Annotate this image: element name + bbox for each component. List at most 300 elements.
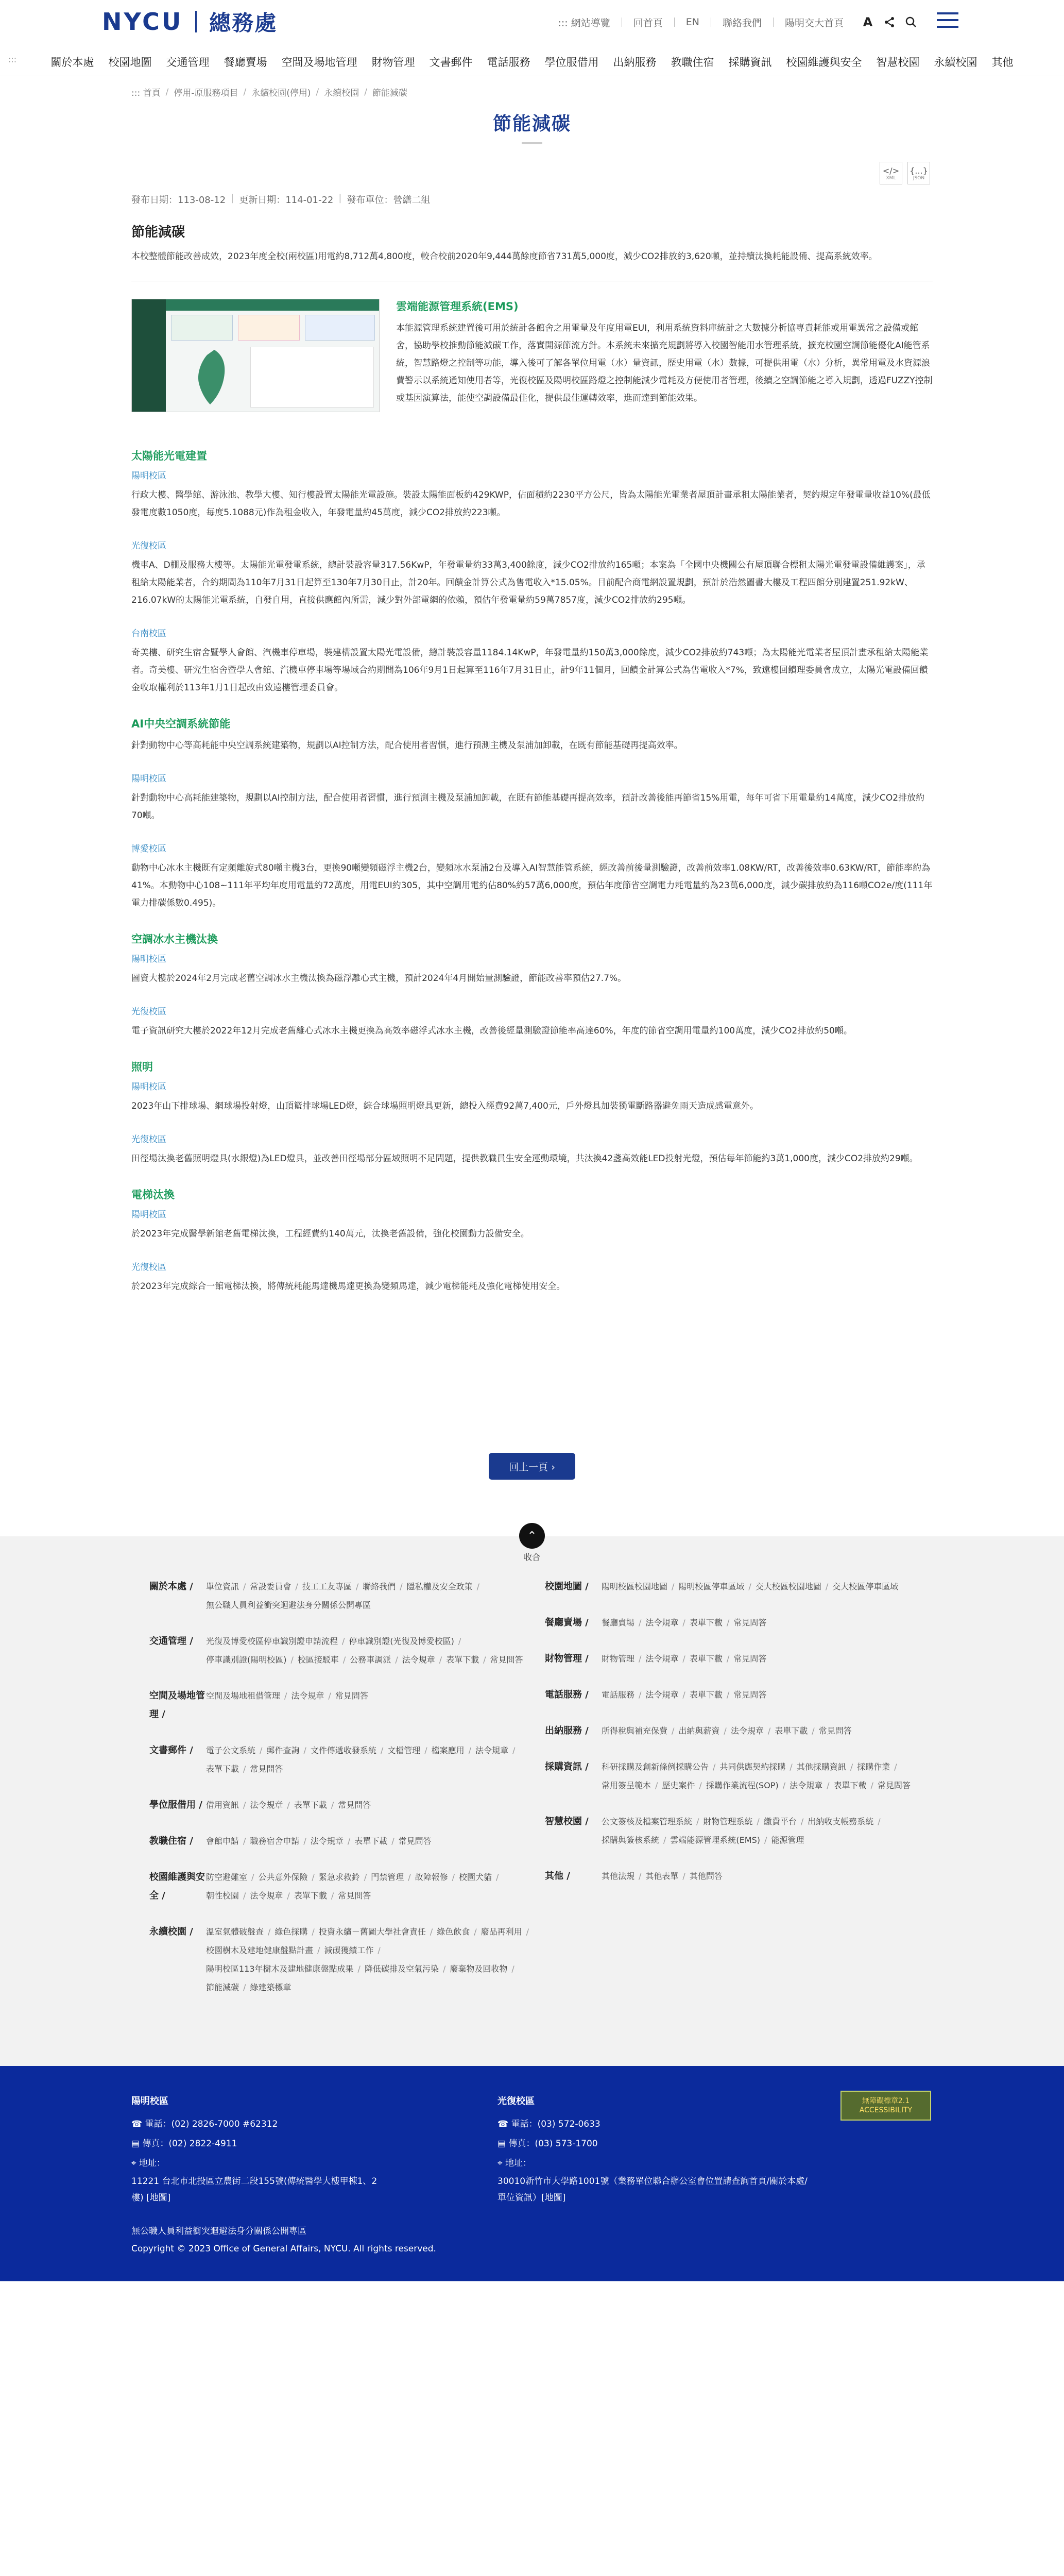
copyright-block: [131, 2223, 436, 2258]
footer-link[interactable]: 常見問答: [877, 1781, 911, 1790]
campus-text: 行政大樓、醫學館、游泳池、教學大樓、知行樓設置太陽能光電設施。裝設太陽能面板約429KWP，佔面積約2230平方公尺，皆為太陽能光電業者屋頂計畫承租太陽能業者，契約規定年發電量收益10%(最低發電度數1050度，每度5.1088元)作為租金收入，年發電量約45萬度，減少CO2排放約223噸。: [131, 490, 931, 518]
footer-link[interactable]: 光復及博愛校區停車識別證申請流程: [206, 1636, 338, 1646]
footer-link[interactable]: 陽明校區校園地圖: [602, 1582, 668, 1591]
main-nav: [0, 47, 1064, 76]
divider: [674, 18, 675, 27]
divider: |: [338, 193, 342, 204]
divider: /: [713, 1762, 716, 1772]
ems-text: 本能源管理系統建置後可用於統計各館舍之用電量及年度用電EUI，利用系統資料庫統計之大數據分析協專責耗能或用電異常之設備或館舍，協助學校推動節能減碳工作，落實開源節流方針。本系統未來擴充規劃將導入校園智能用水管理系統，擴充校園空調節能優化AI能管系統，智慧路燈之控制等功能，導入後可了解各單位用電（水）量資訊，歷史用電（水）數據，可提供用電（水）分析，異常用電及水資源浪費警示以系統通知使用者等，光復校區及陽明校區路燈之控制能減少電耗及方便使用者管理，後續之空調節能之導入規劃，透過FUZZY控制或基因演算法，能使空調設備最佳化，提供最佳運轉效率，進而達到節能效果。: [396, 323, 933, 403]
divider: /: [476, 1582, 480, 1591]
footer-link[interactable]: 綠色採購: [274, 1927, 308, 1937]
divider: /: [251, 1872, 254, 1882]
divider: /: [243, 87, 247, 97]
divider: /: [439, 1655, 442, 1665]
divider: /: [726, 1618, 730, 1628]
footer-link[interactable]: 節能減碳: [206, 1982, 239, 1992]
divider: /: [496, 1872, 499, 1882]
footer-link[interactable]: 其他表單: [645, 1871, 679, 1881]
campus-text: 田徑場汰換老舊照明燈具(水銀燈)為LED燈具，並改善田徑場部分區域照明不足問題，提供教職員生安全運動環境，共汰換42盞高效能LED投射光燈，預估每年節能約3萬1,000度，減少CO2排放約29噸。: [131, 1154, 918, 1164]
footer-link[interactable]: 採購與簽核系統: [602, 1835, 660, 1845]
footer-group: [545, 1812, 936, 1850]
back-button[interactable]: 回上一頁 ›: [489, 1453, 575, 1480]
accessibility-badge[interactable]: 無障礙標章2.1 ACCESSIBILITY: [840, 2091, 931, 2121]
footer-link[interactable]: 表單下載: [775, 1726, 808, 1736]
address-text[interactable]: 30010新竹市大學路1001號（業務單位聯合辦公室會位置請查詢首頁/關於本處/單位資訊）[地圖]: [497, 2176, 808, 2203]
footer-group-title: 餐廳賣場 /: [545, 1617, 589, 1628]
divider: /: [312, 1872, 315, 1882]
phone-line: ☎ 電話：(02) 2826-7000 #62312: [131, 2119, 278, 2129]
section-lead: 針對動物中心等高耗能中央空調系統建築物，規劃以AI控制方法，配合使用者習慣，進行預測主機及泵浦加卸載，在既有節能基礎再提高效率。: [131, 740, 683, 751]
footer-link[interactable]: 文檔管理: [387, 1745, 421, 1755]
intro-text: 本校整體節能改善成效，2023年度全校(兩校區)用電約8,712萬4,800度，較合校前2020年9,444萬餘度節省731萬5,000度，減少CO2排放約3,620噸，並持續汰換耗能設備、提高系統效率。: [131, 251, 878, 262]
footer-link[interactable]: 陽明校區113年樹木及建地健康盤點成果: [206, 1964, 354, 1974]
footer-link[interactable]: 技工工友專區: [302, 1582, 352, 1591]
nav-item[interactable]: 電話服務: [487, 56, 530, 69]
divider: /: [663, 1835, 666, 1845]
intro-title: 節能減碳: [131, 225, 185, 240]
breadcrumb-item[interactable]: 永續校園(停用): [251, 88, 311, 98]
divider: /: [767, 1726, 771, 1736]
footer-group-title: 關於本處 /: [149, 1581, 193, 1592]
divider: /: [526, 1927, 529, 1937]
campus-text: 於2023年完成綜合一館電梯汰換，將傳統耗能馬達機馬達更換為變頻馬達，減少電梯能耗及強化電梯使用安全。: [131, 1281, 565, 1292]
footer-link[interactable]: 常見問答: [733, 1654, 767, 1664]
nav-item[interactable]: 交通管理: [166, 56, 210, 69]
campus-label: 光復校區: [131, 541, 166, 551]
footer-link[interactable]: 借用資訊: [206, 1800, 239, 1810]
divider: /: [430, 1927, 433, 1937]
footer-link[interactable]: 郵件查詢: [266, 1745, 300, 1755]
divider: /: [724, 1726, 727, 1736]
campus-label: 陽明校區: [131, 774, 166, 784]
footer-link[interactable]: 能源管理: [771, 1835, 804, 1845]
footer-link[interactable]: 法令規章: [310, 1836, 344, 1846]
footer-link[interactable]: 出納收支帳務系統: [808, 1817, 874, 1826]
nav-item[interactable]: 學位服借用: [544, 56, 599, 69]
campus-entry: [131, 539, 933, 609]
campus-label: 陽明校區: [131, 954, 166, 964]
footer-link[interactable]: 表單下載: [354, 1836, 388, 1846]
footer-group-title: 校園維護與安全 /: [149, 1872, 205, 1901]
footer-group-links: [206, 1868, 541, 1905]
footer-link[interactable]: 停車識別證(光復及博愛校區): [349, 1636, 454, 1646]
divider: /: [303, 1745, 306, 1755]
divider: /: [483, 1655, 486, 1665]
footer-link[interactable]: 法令規章: [645, 1654, 679, 1664]
divider: /: [790, 1762, 793, 1772]
format-tools: [874, 162, 930, 184]
divider: /: [295, 1582, 298, 1591]
footer-link[interactable]: 無公職人員利益衝突迴避法身分關係公開專區: [206, 1600, 371, 1610]
footer-link[interactable]: 廢品再利用: [480, 1927, 522, 1937]
xml-button[interactable]: [880, 162, 902, 184]
divider: /: [726, 1690, 730, 1700]
footer-link[interactable]: 法令規章: [730, 1726, 764, 1736]
publish-date: 發布日期：113-08-12: [131, 195, 226, 206]
divider: /: [347, 1836, 351, 1846]
footer-group-title: 學位服借用 /: [149, 1800, 202, 1810]
footer-link[interactable]: 公文簽核及檔案管理系統: [602, 1817, 693, 1826]
footer-group-links: [206, 1687, 541, 1724]
divider: /: [303, 1836, 306, 1846]
fax-line: ▤ 傳真：(02) 2822-4911: [131, 2139, 237, 2149]
footer-link[interactable]: 電子公文系統: [206, 1745, 256, 1755]
footer-link[interactable]: 隱私權及安全政策: [406, 1582, 473, 1591]
collapse-icon[interactable]: ⌃: [519, 1523, 545, 1549]
section-title: 照明: [131, 1061, 153, 1073]
campus-entry: [131, 842, 933, 912]
footer-link[interactable]: 法令規章: [402, 1655, 435, 1665]
divider: /: [468, 1745, 472, 1755]
divider: /: [682, 1871, 685, 1881]
footer-link[interactable]: 交大校區校園地圖: [755, 1582, 821, 1591]
footer-link[interactable]: 繳費平台: [763, 1817, 797, 1826]
divider: /: [672, 1582, 675, 1591]
footer-link[interactable]: 雲端能源管理系統(EMS): [670, 1835, 760, 1845]
footer-link[interactable]: 其他法規: [602, 1871, 635, 1881]
divider: /: [243, 1836, 246, 1846]
campus-entry: [131, 1132, 933, 1167]
campus-text: 奇美樓、研究生宿舍暨學人會館、汽機車停車場，裝建構設置太陽光電設備，總計裝設容量1184.14KwP，年發電量約150萬3,000餘度，減少CO2排放約743噸；為太陽能光電業者屋頂計畫承租給太陽能業者。奇美樓、研究生宿舍暨學人會館、汽機車停車場等場域合約期間為106年9月1日起算至116年7月31日止，計9年11個月，回饋金計算公式為售電收入*7%，致遠樓回饋理委員會成立，太陽光電設備回饋金收取權利於113年1月1日起改由致遠樓管理委員會。: [131, 648, 929, 693]
accesskey-marker[interactable]: :::: [8, 55, 17, 64]
footer-link[interactable]: 表單下載: [689, 1654, 723, 1664]
nav-item[interactable]: 校園地圖: [108, 56, 152, 69]
campus-label: 博愛校區: [131, 844, 166, 854]
json-label: JSON: [913, 175, 925, 181]
footer-link[interactable]: 單位資訊: [206, 1582, 239, 1591]
update-date: 更新日期：114-01-22: [239, 195, 334, 206]
util-en-link[interactable]: EN: [685, 16, 699, 28]
campus-label: 陽明校區: [131, 1082, 166, 1092]
footer-link[interactable]: 常見問答: [733, 1618, 767, 1628]
divider: /: [825, 1582, 829, 1591]
nav-item[interactable]: 文書郵件: [429, 56, 473, 69]
divider: /: [331, 1800, 334, 1810]
footer-group: [545, 1758, 936, 1795]
footer-group-title: 空間及場地管理 /: [149, 1690, 205, 1720]
divider: /: [260, 1745, 263, 1755]
footer-link[interactable]: 交大校區停車區域: [832, 1582, 899, 1591]
footer-link[interactable]: 出納與薪資: [678, 1726, 720, 1736]
footer-group-title: 其他 /: [545, 1871, 570, 1882]
footer-link[interactable]: 綠建築標章: [250, 1982, 291, 1992]
footer-link[interactable]: 公務車調派: [350, 1655, 391, 1665]
breadcrumb-item[interactable]: 永續校園: [324, 88, 359, 98]
footer-link[interactable]: 投資永續－舊圖大學社會責任: [318, 1927, 426, 1937]
footer-link[interactable]: 陽明校區停車區域: [678, 1582, 745, 1591]
footer-link[interactable]: 常用簽呈範本: [602, 1781, 651, 1790]
divider: /: [827, 1781, 830, 1790]
footer-group: [149, 1687, 541, 1724]
divider: /: [764, 1835, 767, 1845]
footer-link[interactable]: 朝性校園: [206, 1891, 239, 1901]
footer-link[interactable]: 故障報修: [415, 1872, 448, 1882]
footer-link[interactable]: 文件傳遞收發系統: [310, 1745, 376, 1755]
footer-link[interactable]: 緊急求救鈴: [318, 1872, 360, 1882]
footer-link[interactable]: 法令規章: [250, 1800, 283, 1810]
footer-link[interactable]: 常見問答: [733, 1690, 767, 1700]
divider: /: [380, 1745, 384, 1755]
divider: /: [442, 1964, 446, 1974]
divider: /: [812, 1726, 815, 1736]
menu-icon[interactable]: [937, 12, 958, 30]
footer-col-left: [149, 1578, 541, 2014]
divider: /: [391, 1836, 394, 1846]
footer-link[interactable]: 法令規章: [645, 1618, 679, 1628]
footer-link[interactable]: 校區接駁車: [297, 1655, 339, 1665]
footer-link[interactable]: 歷史案件: [662, 1781, 695, 1790]
divider: /: [331, 1891, 334, 1901]
address-text[interactable]: 11221 台北市北投區立農街二段155號(傳統醫學大樓甲棟1、2樓) [地圖]: [131, 2176, 377, 2203]
util-nycu-link[interactable]: 陽明交大首頁: [784, 17, 844, 29]
footer-link[interactable]: 表單下載: [294, 1800, 327, 1810]
divider: /: [355, 1582, 359, 1591]
footer-group: [545, 1722, 936, 1740]
nav-item[interactable]: 出納服務: [613, 56, 657, 69]
divider: /: [682, 1654, 685, 1664]
search-icon[interactable]: [902, 13, 920, 31]
divider: /: [284, 1691, 287, 1701]
section-title: 太陽能光電建置: [131, 450, 207, 462]
campus-yangming-info: [131, 2092, 389, 2206]
divider: /: [655, 1781, 658, 1790]
publisher: 發布單位：營繕二組: [347, 195, 431, 206]
footer-link[interactable]: 廢棄物及回收物: [450, 1964, 508, 1974]
footer-link[interactable]: 表單下載: [446, 1655, 479, 1665]
footer-link[interactable]: 職務宿舍申請: [250, 1836, 300, 1846]
footer-link[interactable]: 表單下載: [294, 1891, 327, 1901]
divider: /: [672, 1726, 675, 1736]
footer-group-title: 文書郵件 /: [149, 1745, 193, 1756]
footer-link[interactable]: 降低碳排及空氣污染: [364, 1964, 439, 1974]
footer-group: [149, 1868, 541, 1905]
footer-group: [149, 1632, 541, 1669]
footer-link[interactable]: 其他採購資訊: [796, 1762, 846, 1772]
footer-link[interactable]: 常見問答: [490, 1655, 523, 1665]
footer-link[interactable]: 常見問答: [338, 1800, 371, 1810]
nav-item[interactable]: 其他: [991, 56, 1014, 69]
campus-label: 陽明校區: [131, 471, 166, 481]
divider: /: [342, 1655, 346, 1665]
nav-item[interactable]: 關於本處: [50, 56, 94, 69]
divider: /: [317, 1945, 320, 1955]
page-title: 節能減碳: [492, 113, 571, 134]
footer-group: [149, 1578, 541, 1615]
campus-text: 於2023年完成醫學新館老舊電梯汰換，工程經費約140萬元，汰換老舊設備，強化校園動力設備安全。: [131, 1229, 529, 1239]
campus-entry: [131, 1260, 933, 1295]
footer-link[interactable]: 減碳獲績工作: [324, 1945, 374, 1955]
footer-link[interactable]: 門禁管理: [371, 1872, 404, 1882]
nav-item[interactable]: 空間及場地管理: [281, 56, 357, 69]
article-content: [131, 222, 933, 1315]
footer-group-title: 永續校園 /: [149, 1926, 193, 1937]
footer-link[interactable]: 財物管理系統: [703, 1817, 753, 1826]
campus-text: 機車A、D棚及服務大樓等。太陽能光電發電系統，總計裝設容量317.56KwP，年發電量約33萬3,400餘度，減少CO2排放約165噸；本案為「全國中央機關公有屋頂聯合標租太陽光電發電設備維護案」，承租給太陽能業者，合約期間為110年7月31日起算至130年7月30日止，計20年。回饋金計算公式為售電收入*15.05%。目前配合商電網設置規劃，預計於浩然圖書大樓及工程四館分別建置251.92kW、216.07kW的太陽能光電系統，自發自用，直接供應館內所需，減少對外部電網的依賴，預估年發電量約59萬7857度，減少CO2排放約295噸。: [131, 560, 925, 605]
footer-link[interactable]: 其他問答: [689, 1871, 723, 1881]
campus-entry: [131, 626, 933, 697]
footer-link[interactable]: 公共意外保險: [258, 1872, 308, 1882]
xml-icon: </>: [882, 165, 900, 176]
footer-col-right: [545, 1578, 936, 1903]
json-button[interactable]: [907, 162, 930, 184]
divider: /: [870, 1781, 873, 1790]
util-home-link[interactable]: 回首頁: [633, 17, 663, 29]
nav-item[interactable]: 財物管理: [371, 56, 415, 69]
footer-link[interactable]: 所得稅與補充保費: [602, 1726, 668, 1736]
footer-link[interactable]: 採購作業流程(SOP): [706, 1781, 779, 1790]
footer-link[interactable]: 常見問答: [335, 1691, 368, 1701]
nav-item[interactable]: 校園維護與安全: [786, 56, 862, 69]
breadcrumb-current: 節能減碳: [372, 88, 407, 98]
divider: /: [639, 1654, 642, 1664]
footer-link[interactable]: 財物管理: [602, 1654, 635, 1664]
footer-link[interactable]: 防空避難室: [206, 1872, 248, 1882]
footer-link[interactable]: 共同供應契約採購: [719, 1762, 786, 1772]
campus-label: 光復校區: [131, 1007, 166, 1017]
footer-link[interactable]: 常設委員會: [250, 1582, 291, 1591]
footer-link[interactable]: 電話服務: [602, 1690, 635, 1700]
footer-link[interactable]: 表單下載: [689, 1618, 723, 1628]
footer-group-links: [602, 1614, 936, 1632]
footer-group-links: [206, 1832, 541, 1851]
divider: /: [290, 1655, 294, 1665]
divider: /: [726, 1654, 730, 1664]
footer-link[interactable]: 常見問答: [338, 1891, 371, 1901]
section-ai-hvac: [131, 716, 933, 912]
footer-group-title: 財物管理 /: [545, 1653, 589, 1664]
divider: /: [328, 1691, 331, 1701]
site-logo[interactable]: [102, 7, 277, 36]
footer-group-links: [206, 1923, 541, 1997]
footer-link[interactable]: 綠色飲食: [437, 1927, 470, 1937]
logo-mark: NYCU: [102, 8, 183, 36]
nav-item[interactable]: 教職住宿: [671, 56, 714, 69]
footer-link[interactable]: 校園樹木及建地健康盤點計畫: [206, 1945, 314, 1955]
divider: /: [243, 1764, 246, 1774]
campus-label: 陽明校區: [131, 1210, 166, 1220]
ems-screenshot-image: [131, 299, 380, 412]
footer-group: [149, 1923, 541, 1997]
campus-text: 圖資大樓於2024年2月完成老舊空調冰水主機汰換為磁浮離心式主機，預計2024年4月開始量測驗證，節能改善率預估27.7%。: [131, 973, 627, 984]
share-icon[interactable]: [881, 13, 898, 31]
campus-text: 電子資訊研究大樓於2022年12月完成老舊離心式冰水主機更換為高效率磁浮式冰水主機，改善後經量測驗證節能率高達60%，年度的節省空調用電量約100萬度，減少CO2排放約50噸。: [131, 1026, 852, 1036]
divider: /: [511, 1964, 514, 1974]
footer-group-title: 電話服務 /: [545, 1689, 589, 1700]
divider: /: [699, 1781, 702, 1790]
footer-link[interactable]: 空間及場地租借管理: [206, 1691, 281, 1701]
divider: /: [696, 1817, 699, 1826]
footer-link[interactable]: 法令規章: [645, 1690, 679, 1700]
divider: /: [474, 1927, 477, 1937]
divider: /: [878, 1817, 881, 1826]
footer-group-title: 採購資訊 /: [545, 1761, 589, 1772]
footer-link[interactable]: 法令規章: [291, 1691, 324, 1701]
divider: /: [682, 1618, 685, 1628]
footer-group-links: [602, 1686, 936, 1704]
footer-link[interactable]: 表單下載: [206, 1764, 239, 1774]
footer-link[interactable]: 法令規章: [250, 1891, 283, 1901]
divider: /: [894, 1762, 897, 1772]
footer-group: [545, 1578, 936, 1596]
divider: /: [512, 1745, 516, 1755]
footer-link[interactable]: 常見問答: [818, 1726, 852, 1736]
util-contact-link[interactable]: 聯絡我們: [722, 17, 762, 29]
divider: /: [800, 1817, 804, 1826]
section-chiller: [131, 931, 933, 1040]
nav-item[interactable]: 智慧校園: [876, 56, 920, 69]
campus-name: 光復校區: [497, 2096, 535, 2107]
nav-item[interactable]: 餐廳賣場: [224, 56, 267, 69]
section-elevator: [131, 1187, 933, 1295]
breadcrumb-home[interactable]: ::: 首頁: [131, 88, 161, 98]
footer-link[interactable]: 校園犬貓: [459, 1872, 492, 1882]
divider: /: [395, 1655, 398, 1665]
footer-group: [545, 1614, 936, 1632]
fax-line: ▤ 傳真：(03) 573-1700: [497, 2139, 598, 2149]
footer-link[interactable]: 溫室氣體破盤查: [206, 1927, 264, 1937]
campus-entry: [131, 469, 933, 521]
breadcrumb: [131, 86, 407, 98]
copyright-text: Copyright © 2023 Office of General Affairs, NYCU. All rights reserved.: [131, 2244, 436, 2254]
divider: /: [364, 87, 367, 97]
footer-link[interactable]: 檔案應用: [431, 1745, 465, 1755]
conflict-link[interactable]: 無公職人員利益衝突迴避法身分關係公開專區: [131, 2226, 306, 2236]
footer-link[interactable]: 法令規章: [475, 1745, 509, 1755]
divider: /: [312, 1927, 315, 1937]
divider: /: [639, 1690, 642, 1700]
nav-item[interactable]: 採購資訊: [728, 56, 772, 69]
ems-title: 雲端能源管理系統(EMS): [396, 300, 519, 313]
campus-label: 光復校區: [131, 1262, 166, 1273]
footer-link[interactable]: 法令規章: [790, 1781, 823, 1790]
collapse-label: 收合: [523, 1552, 540, 1562]
footer-group-links: [206, 1578, 541, 1615]
footer-group-links: [206, 1796, 541, 1815]
divider: [773, 18, 774, 27]
divider: /: [165, 87, 169, 97]
breadcrumb-item[interactable]: 停用-原服務項目: [174, 88, 238, 98]
campus-entry: [131, 1208, 933, 1243]
font-size-icon[interactable]: A: [863, 15, 873, 29]
util-sitemap-link[interactable]: ::: 網站導覽: [558, 17, 610, 29]
section-solar: [131, 448, 933, 697]
divider: /: [408, 1872, 411, 1882]
footer-link[interactable]: 餐廳賣場: [602, 1618, 635, 1628]
footer-link[interactable]: 表單下載: [833, 1781, 867, 1790]
divider: |: [231, 193, 234, 204]
footer-link[interactable]: 聯絡我們: [363, 1582, 396, 1591]
footer-group-title: 智慧校園 /: [545, 1816, 589, 1827]
divider: /: [364, 1872, 367, 1882]
footer-link[interactable]: 會館申請: [206, 1836, 239, 1846]
footer-sitemap: [0, 1536, 1064, 2066]
divider: /: [400, 1582, 403, 1591]
footer-link[interactable]: 常見問答: [398, 1836, 432, 1846]
footer-group-links: [602, 1758, 936, 1795]
footer-link[interactable]: 停車識別證(陽明校區): [206, 1655, 287, 1665]
section-title: 電梯汰換: [131, 1189, 175, 1201]
footer-link[interactable]: 採購作業: [857, 1762, 890, 1772]
footer-link[interactable]: 表單下載: [689, 1690, 723, 1700]
footer-group-links: [602, 1867, 936, 1886]
footer-group: [149, 1741, 541, 1778]
campus-text: 動物中心冰水主機既有定頻離旋式80噸主機3台，更換90噸變頻磁浮主機2台，變頻冰水泵浦2台及導入AI智慧能管系統，經改善前後量測驗證，改善前效率1.08KW/RT，改善後效率0.63KW/RT，節能率約為41%。本動物中心108~111年平均年度用電量約72萬度，用電EUI約305，其中空調用電約佔80%約57萬6,000度，預估年度節省空調電力耗電量約為23萬6,000度，減少碳排放約為116噸CO2e/度(111年電力排碳係數0.495)。: [131, 863, 933, 908]
nav-item[interactable]: 永續校園: [934, 56, 977, 69]
footer-link[interactable]: 常見問答: [250, 1764, 283, 1774]
footer-group-title: 交通管理 /: [149, 1636, 193, 1647]
campus-entry: [131, 772, 933, 824]
footer-link[interactable]: 科研採購及創新條例採購公告: [602, 1762, 709, 1772]
